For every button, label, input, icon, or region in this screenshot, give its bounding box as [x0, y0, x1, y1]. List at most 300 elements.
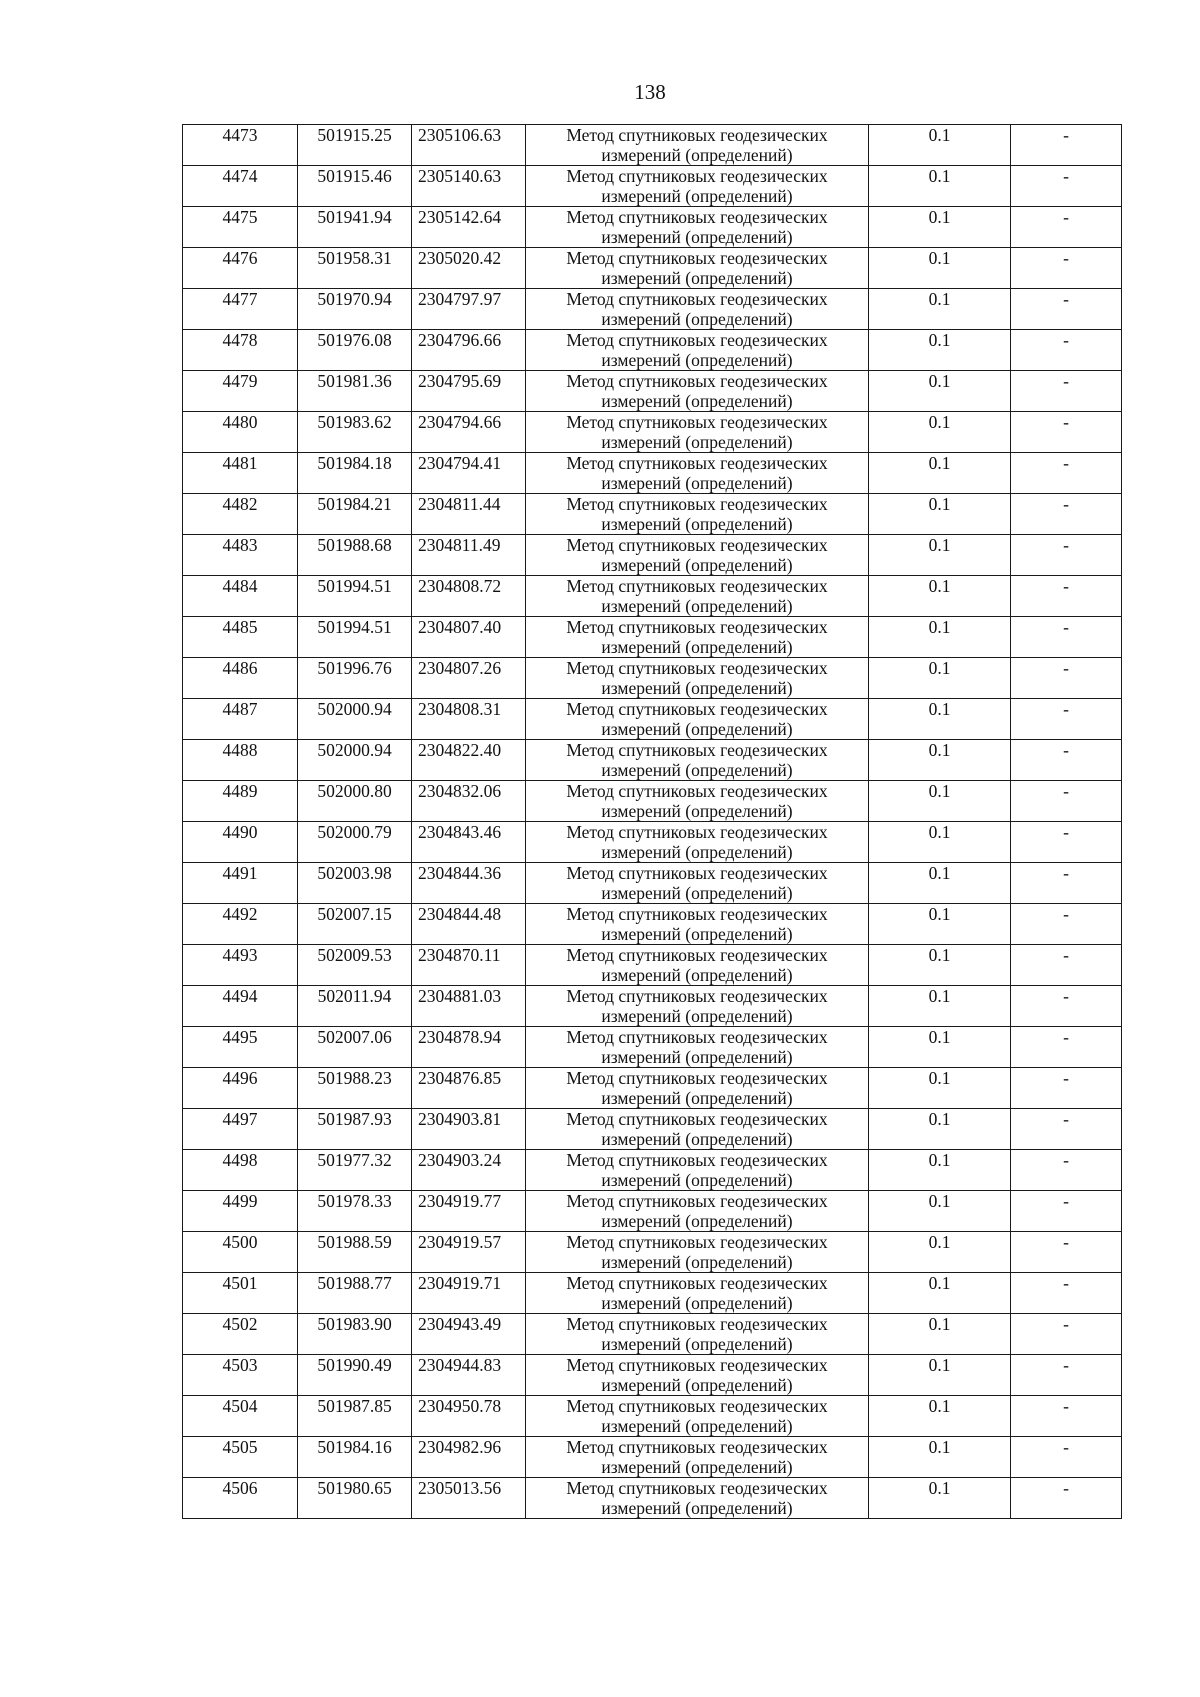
method-line-2: измерений (определений) — [601, 883, 793, 903]
table-row — [183, 658, 1122, 699]
method-line-2: измерений (определений) — [601, 1457, 793, 1477]
y-coordinate-cell: 2304807.40 — [412, 617, 526, 658]
method-line-1: Метод спутниковых геодезических — [566, 781, 828, 801]
method-line-2: измерений (определений) — [601, 596, 793, 616]
point-number-cell: 4491 — [183, 863, 298, 904]
note-cell: - — [1011, 289, 1122, 330]
table-row — [183, 166, 1122, 207]
method-line-1: Метод спутниковых геодезических — [566, 1478, 828, 1498]
note-cell: - — [1011, 1314, 1122, 1355]
table-row — [183, 1437, 1122, 1478]
method-line-1: Метод спутниковых геодезических — [566, 125, 828, 145]
accuracy-cell: 0.1 — [869, 166, 1011, 207]
table-row — [183, 863, 1122, 904]
y-coordinate-cell: 2304919.71 — [412, 1273, 526, 1314]
accuracy-cell: 0.1 — [869, 904, 1011, 945]
method-cell — [526, 1068, 869, 1109]
y-coordinate-cell: 2304903.24 — [412, 1150, 526, 1191]
method-line-2: измерений (определений) — [601, 965, 793, 985]
point-number-cell: 4494 — [183, 986, 298, 1027]
x-coordinate-cell: 501988.59 — [298, 1232, 412, 1273]
method-line-1: Метод спутниковых геодезических — [566, 535, 828, 555]
note-cell: - — [1011, 1478, 1122, 1519]
y-coordinate-cell: 2305140.63 — [412, 166, 526, 207]
point-number-cell: 4487 — [183, 699, 298, 740]
method-cell — [526, 617, 869, 658]
method-line-2: измерений (определений) — [601, 1252, 793, 1272]
table-row — [183, 1273, 1122, 1314]
accuracy-cell: 0.1 — [869, 125, 1011, 166]
note-cell: - — [1011, 986, 1122, 1027]
accuracy-cell: 0.1 — [869, 1314, 1011, 1355]
method-cell — [526, 1478, 869, 1519]
accuracy-cell: 0.1 — [869, 1232, 1011, 1273]
y-coordinate-cell: 2304795.69 — [412, 371, 526, 412]
accuracy-cell: 0.1 — [869, 699, 1011, 740]
note-cell: - — [1011, 1232, 1122, 1273]
point-number-cell: 4490 — [183, 822, 298, 863]
accuracy-cell: 0.1 — [869, 453, 1011, 494]
method-cell — [526, 535, 869, 576]
y-coordinate-cell: 2304944.83 — [412, 1355, 526, 1396]
point-number-cell: 4499 — [183, 1191, 298, 1232]
point-number-cell: 4480 — [183, 412, 298, 453]
method-line-2: измерений (определений) — [601, 227, 793, 247]
y-coordinate-cell: 2304794.66 — [412, 412, 526, 453]
note-cell: - — [1011, 1027, 1122, 1068]
accuracy-cell: 0.1 — [869, 1273, 1011, 1314]
point-number-cell: 4489 — [183, 781, 298, 822]
method-line-2: измерений (определений) — [601, 473, 793, 493]
point-number-cell: 4475 — [183, 207, 298, 248]
table-row — [183, 207, 1122, 248]
note-cell: - — [1011, 781, 1122, 822]
method-cell — [526, 1191, 869, 1232]
x-coordinate-cell: 501915.46 — [298, 166, 412, 207]
point-number-cell: 4479 — [183, 371, 298, 412]
point-number-cell: 4482 — [183, 494, 298, 535]
method-cell — [526, 207, 869, 248]
page-number: 138 — [634, 80, 666, 104]
y-coordinate-cell: 2304881.03 — [412, 986, 526, 1027]
accuracy-cell: 0.1 — [869, 576, 1011, 617]
method-cell — [526, 330, 869, 371]
method-line-1: Метод спутниковых геодезических — [566, 617, 828, 637]
method-line-2: измерений (определений) — [601, 760, 793, 780]
y-coordinate-cell: 2304808.31 — [412, 699, 526, 740]
x-coordinate-cell: 501941.94 — [298, 207, 412, 248]
method-cell — [526, 986, 869, 1027]
method-line-1: Метод спутниковых геодезических — [566, 904, 828, 924]
method-line-2: измерений (определений) — [601, 1047, 793, 1067]
accuracy-cell: 0.1 — [869, 412, 1011, 453]
point-number-cell: 4503 — [183, 1355, 298, 1396]
method-line-1: Метод спутниковых геодезических — [566, 740, 828, 760]
accuracy-cell: 0.1 — [869, 1068, 1011, 1109]
y-coordinate-cell: 2305106.63 — [412, 125, 526, 166]
note-cell: - — [1011, 822, 1122, 863]
table-row — [183, 494, 1122, 535]
y-coordinate-cell: 2305142.64 — [412, 207, 526, 248]
method-cell — [526, 1232, 869, 1273]
table-row — [183, 412, 1122, 453]
method-cell — [526, 166, 869, 207]
method-line-2: измерений (определений) — [601, 1170, 793, 1190]
method-line-1: Метод спутниковых геодезических — [566, 494, 828, 514]
x-coordinate-cell: 501988.68 — [298, 535, 412, 576]
point-number-cell: 4477 — [183, 289, 298, 330]
note-cell: - — [1011, 166, 1122, 207]
x-coordinate-cell: 501987.85 — [298, 1396, 412, 1437]
x-coordinate-cell: 502003.98 — [298, 863, 412, 904]
x-coordinate-cell: 501990.49 — [298, 1355, 412, 1396]
method-line-2: измерений (определений) — [601, 309, 793, 329]
y-coordinate-cell: 2304832.06 — [412, 781, 526, 822]
x-coordinate-cell: 501988.23 — [298, 1068, 412, 1109]
method-line-2: измерений (определений) — [601, 1088, 793, 1108]
y-coordinate-cell: 2304919.77 — [412, 1191, 526, 1232]
method-line-1: Метод спутниковых геодезических — [566, 1396, 828, 1416]
y-coordinate-cell: 2304796.66 — [412, 330, 526, 371]
note-cell: - — [1011, 330, 1122, 371]
accuracy-cell: 0.1 — [869, 1355, 1011, 1396]
method-cell — [526, 740, 869, 781]
point-number-cell: 4493 — [183, 945, 298, 986]
point-number-cell: 4501 — [183, 1273, 298, 1314]
x-coordinate-cell: 501980.65 — [298, 1478, 412, 1519]
accuracy-cell: 0.1 — [869, 945, 1011, 986]
method-cell — [526, 1027, 869, 1068]
accuracy-cell: 0.1 — [869, 289, 1011, 330]
point-number-cell: 4485 — [183, 617, 298, 658]
method-line-1: Метод спутниковых геодезических — [566, 453, 828, 473]
accuracy-cell: 0.1 — [869, 617, 1011, 658]
y-coordinate-cell: 2304919.57 — [412, 1232, 526, 1273]
method-line-2: измерений (определений) — [601, 1334, 793, 1354]
method-line-1: Метод спутниковых геодезических — [566, 1355, 828, 1375]
x-coordinate-cell: 502007.06 — [298, 1027, 412, 1068]
note-cell: - — [1011, 371, 1122, 412]
point-number-cell: 4502 — [183, 1314, 298, 1355]
point-number-cell: 4500 — [183, 1232, 298, 1273]
note-cell: - — [1011, 207, 1122, 248]
x-coordinate-cell: 501984.18 — [298, 453, 412, 494]
note-cell: - — [1011, 658, 1122, 699]
table-row — [183, 699, 1122, 740]
table-row — [183, 125, 1122, 166]
table-row — [183, 1232, 1122, 1273]
table-row — [183, 740, 1122, 781]
point-number-cell: 4495 — [183, 1027, 298, 1068]
method-line-1: Метод спутниковых геодезических — [566, 1027, 828, 1047]
y-coordinate-cell: 2304797.97 — [412, 289, 526, 330]
note-cell: - — [1011, 1191, 1122, 1232]
method-cell — [526, 945, 869, 986]
x-coordinate-cell: 502007.15 — [298, 904, 412, 945]
method-line-2: измерений (определений) — [601, 719, 793, 739]
accuracy-cell: 0.1 — [869, 1109, 1011, 1150]
x-coordinate-cell: 501970.94 — [298, 289, 412, 330]
x-coordinate-cell: 502009.53 — [298, 945, 412, 986]
point-number-cell: 4478 — [183, 330, 298, 371]
y-coordinate-cell: 2304811.44 — [412, 494, 526, 535]
note-cell: - — [1011, 453, 1122, 494]
accuracy-cell: 0.1 — [869, 1027, 1011, 1068]
note-cell: - — [1011, 248, 1122, 289]
method-cell — [526, 1109, 869, 1150]
y-coordinate-cell: 2304844.48 — [412, 904, 526, 945]
table-row — [183, 822, 1122, 863]
method-cell — [526, 576, 869, 617]
x-coordinate-cell: 501977.32 — [298, 1150, 412, 1191]
method-line-1: Метод спутниковых геодезических — [566, 207, 828, 227]
x-coordinate-cell: 502011.94 — [298, 986, 412, 1027]
x-coordinate-cell: 502000.94 — [298, 699, 412, 740]
y-coordinate-cell: 2304807.26 — [412, 658, 526, 699]
method-line-1: Метод спутниковых геодезических — [566, 1191, 828, 1211]
method-line-2: измерений (определений) — [601, 924, 793, 944]
method-line-2: измерений (определений) — [601, 268, 793, 288]
table-row — [183, 781, 1122, 822]
table-row — [183, 1027, 1122, 1068]
method-line-2: измерений (определений) — [601, 391, 793, 411]
coordinates-table — [182, 124, 1122, 1519]
point-number-cell: 4476 — [183, 248, 298, 289]
point-number-cell: 4486 — [183, 658, 298, 699]
note-cell: - — [1011, 1068, 1122, 1109]
method-line-1: Метод спутниковых геодезических — [566, 289, 828, 309]
table-row — [183, 904, 1122, 945]
method-cell — [526, 1396, 869, 1437]
x-coordinate-cell: 501987.93 — [298, 1109, 412, 1150]
method-line-2: измерений (определений) — [601, 432, 793, 452]
method-cell — [526, 412, 869, 453]
point-number-cell: 4504 — [183, 1396, 298, 1437]
y-coordinate-cell: 2304982.96 — [412, 1437, 526, 1478]
table-row — [183, 453, 1122, 494]
y-coordinate-cell: 2304811.49 — [412, 535, 526, 576]
method-line-2: измерений (определений) — [601, 555, 793, 575]
point-number-cell: 4497 — [183, 1109, 298, 1150]
note-cell: - — [1011, 1355, 1122, 1396]
method-line-1: Метод спутниковых геодезических — [566, 822, 828, 842]
table-row — [183, 1191, 1122, 1232]
method-cell — [526, 1150, 869, 1191]
point-number-cell: 4505 — [183, 1437, 298, 1478]
method-line-1: Метод спутниковых геодезических — [566, 945, 828, 965]
table-row — [183, 1478, 1122, 1519]
method-line-2: измерений (определений) — [601, 186, 793, 206]
y-coordinate-cell: 2304876.85 — [412, 1068, 526, 1109]
method-line-1: Метод спутниковых геодезических — [566, 658, 828, 678]
y-coordinate-cell: 2304843.46 — [412, 822, 526, 863]
note-cell: - — [1011, 1273, 1122, 1314]
y-coordinate-cell: 2304903.81 — [412, 1109, 526, 1150]
x-coordinate-cell: 501996.76 — [298, 658, 412, 699]
method-cell — [526, 904, 869, 945]
y-coordinate-cell: 2304822.40 — [412, 740, 526, 781]
method-cell — [526, 1355, 869, 1396]
accuracy-cell: 0.1 — [869, 330, 1011, 371]
y-coordinate-cell: 2304943.49 — [412, 1314, 526, 1355]
method-cell — [526, 1314, 869, 1355]
x-coordinate-cell: 501988.77 — [298, 1273, 412, 1314]
method-line-1: Метод спутниковых геодезических — [566, 699, 828, 719]
note-cell: - — [1011, 1396, 1122, 1437]
method-cell — [526, 453, 869, 494]
method-line-1: Метод спутниковых геодезических — [566, 166, 828, 186]
x-coordinate-cell: 501983.62 — [298, 412, 412, 453]
method-line-2: измерений (определений) — [601, 637, 793, 657]
method-line-2: измерений (определений) — [601, 1211, 793, 1231]
table-row — [183, 248, 1122, 289]
x-coordinate-cell: 501976.08 — [298, 330, 412, 371]
point-number-cell: 4496 — [183, 1068, 298, 1109]
method-line-2: измерений (определений) — [601, 1375, 793, 1395]
accuracy-cell: 0.1 — [869, 822, 1011, 863]
note-cell: - — [1011, 617, 1122, 658]
point-number-cell: 4481 — [183, 453, 298, 494]
method-line-2: измерений (определений) — [601, 801, 793, 821]
note-cell: - — [1011, 535, 1122, 576]
accuracy-cell: 0.1 — [869, 863, 1011, 904]
method-line-1: Метод спутниковых геодезических — [566, 412, 828, 432]
x-coordinate-cell: 501984.16 — [298, 1437, 412, 1478]
method-line-1: Метод спутниковых геодезических — [566, 576, 828, 596]
y-coordinate-cell: 2304950.78 — [412, 1396, 526, 1437]
point-number-cell: 4483 — [183, 535, 298, 576]
accuracy-cell: 0.1 — [869, 1150, 1011, 1191]
x-coordinate-cell: 501978.33 — [298, 1191, 412, 1232]
table-row — [183, 535, 1122, 576]
x-coordinate-cell: 502000.94 — [298, 740, 412, 781]
x-coordinate-cell: 501994.51 — [298, 576, 412, 617]
method-line-2: измерений (определений) — [601, 1006, 793, 1026]
method-line-1: Метод спутниковых геодезических — [566, 330, 828, 350]
y-coordinate-cell: 2304808.72 — [412, 576, 526, 617]
x-coordinate-cell: 501984.21 — [298, 494, 412, 535]
accuracy-cell: 0.1 — [869, 740, 1011, 781]
x-coordinate-cell: 502000.79 — [298, 822, 412, 863]
table-row — [183, 1068, 1122, 1109]
method-cell — [526, 781, 869, 822]
method-line-2: измерений (определений) — [601, 145, 793, 165]
accuracy-cell: 0.1 — [869, 371, 1011, 412]
x-coordinate-cell: 501915.25 — [298, 125, 412, 166]
note-cell: - — [1011, 125, 1122, 166]
method-cell — [526, 494, 869, 535]
accuracy-cell: 0.1 — [869, 1191, 1011, 1232]
table-row — [183, 1314, 1122, 1355]
method-cell — [526, 289, 869, 330]
method-cell — [526, 658, 869, 699]
table-row — [183, 617, 1122, 658]
y-coordinate-cell: 2304844.36 — [412, 863, 526, 904]
table-row — [183, 289, 1122, 330]
method-line-2: измерений (определений) — [601, 350, 793, 370]
x-coordinate-cell: 501958.31 — [298, 248, 412, 289]
accuracy-cell: 0.1 — [869, 986, 1011, 1027]
table-row — [183, 371, 1122, 412]
y-coordinate-cell: 2305013.56 — [412, 1478, 526, 1519]
x-coordinate-cell: 501994.51 — [298, 617, 412, 658]
method-line-1: Метод спутниковых геодезических — [566, 1232, 828, 1252]
y-coordinate-cell: 2304870.11 — [412, 945, 526, 986]
accuracy-cell: 0.1 — [869, 207, 1011, 248]
table-row — [183, 945, 1122, 986]
table-row — [183, 576, 1122, 617]
method-cell — [526, 822, 869, 863]
method-line-1: Метод спутниковых геодезических — [566, 1150, 828, 1170]
method-line-2: измерений (определений) — [601, 1498, 793, 1518]
note-cell: - — [1011, 740, 1122, 781]
table-row — [183, 1109, 1122, 1150]
method-cell — [526, 699, 869, 740]
accuracy-cell: 0.1 — [869, 1478, 1011, 1519]
accuracy-cell: 0.1 — [869, 535, 1011, 576]
method-line-2: измерений (определений) — [601, 514, 793, 534]
note-cell: - — [1011, 1109, 1122, 1150]
x-coordinate-cell: 501981.36 — [298, 371, 412, 412]
method-line-1: Метод спутниковых геодезических — [566, 863, 828, 883]
method-line-1: Метод спутниковых геодезических — [566, 1273, 828, 1293]
point-number-cell: 4484 — [183, 576, 298, 617]
y-coordinate-cell: 2304878.94 — [412, 1027, 526, 1068]
note-cell: - — [1011, 945, 1122, 986]
method-cell — [526, 248, 869, 289]
method-line-2: измерений (определений) — [601, 1129, 793, 1149]
note-cell: - — [1011, 699, 1122, 740]
x-coordinate-cell: 501983.90 — [298, 1314, 412, 1355]
accuracy-cell: 0.1 — [869, 1396, 1011, 1437]
method-cell — [526, 1437, 869, 1478]
y-coordinate-cell: 2305020.42 — [412, 248, 526, 289]
table-row — [183, 1150, 1122, 1191]
point-number-cell: 4474 — [183, 166, 298, 207]
x-coordinate-cell: 502000.80 — [298, 781, 412, 822]
point-number-cell: 4498 — [183, 1150, 298, 1191]
method-line-2: измерений (определений) — [601, 1293, 793, 1313]
table-row — [183, 986, 1122, 1027]
method-line-1: Метод спутниковых геодезических — [566, 248, 828, 268]
note-cell: - — [1011, 863, 1122, 904]
table-row — [183, 1396, 1122, 1437]
accuracy-cell: 0.1 — [869, 781, 1011, 822]
method-line-2: измерений (определений) — [601, 842, 793, 862]
method-cell — [526, 371, 869, 412]
point-number-cell: 4492 — [183, 904, 298, 945]
accuracy-cell: 0.1 — [869, 1437, 1011, 1478]
note-cell: - — [1011, 904, 1122, 945]
method-cell — [526, 125, 869, 166]
table-row — [183, 330, 1122, 371]
accuracy-cell: 0.1 — [869, 658, 1011, 699]
note-cell: - — [1011, 576, 1122, 617]
coordinates-table-body — [183, 125, 1122, 1519]
point-number-cell: 4473 — [183, 125, 298, 166]
method-line-2: измерений (определений) — [601, 1416, 793, 1436]
method-line-2: измерений (определений) — [601, 678, 793, 698]
method-cell — [526, 1273, 869, 1314]
accuracy-cell: 0.1 — [869, 248, 1011, 289]
y-coordinate-cell: 2304794.41 — [412, 453, 526, 494]
table-row — [183, 1355, 1122, 1396]
point-number-cell: 4506 — [183, 1478, 298, 1519]
note-cell: - — [1011, 412, 1122, 453]
method-line-1: Метод спутниковых геодезических — [566, 1314, 828, 1334]
note-cell: - — [1011, 1437, 1122, 1478]
method-line-1: Метод спутниковых геодезических — [566, 1068, 828, 1088]
